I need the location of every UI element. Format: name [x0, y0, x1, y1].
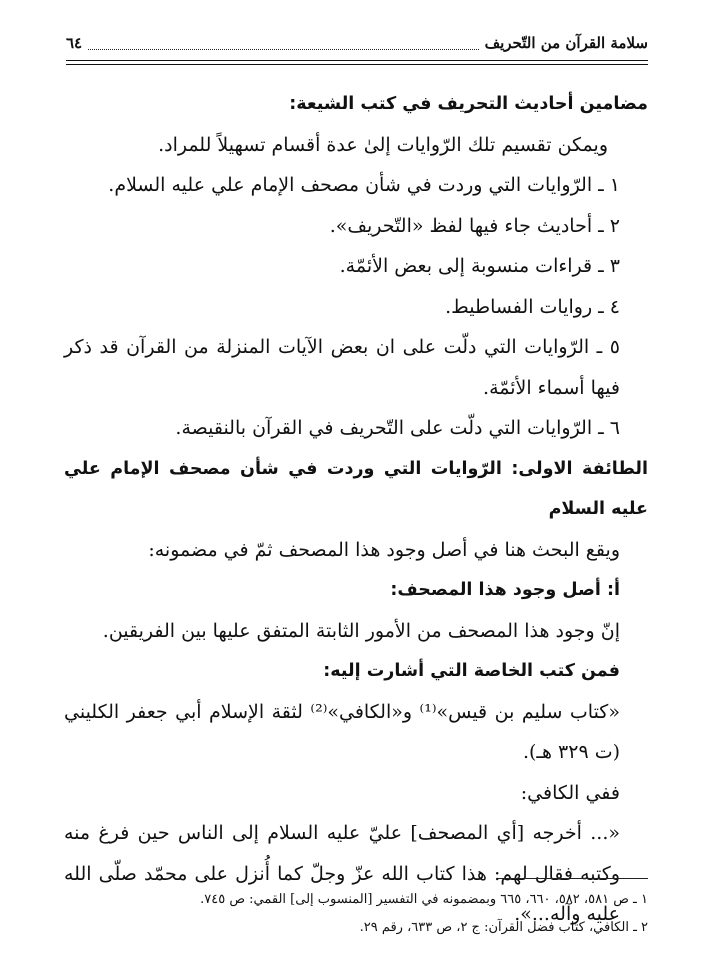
section-heading: مضامين أحاديث التحريف في كتب الشيعة: [289, 94, 648, 114]
list-item: ٥ ـ الرّوايات التي دلّت على ان بعض الآيات المنزلة من القرآن قد ذكر فيها أسماء الأئمّة. [64, 336, 620, 399]
header-title: سلامة القرآن من التّحريف [484, 34, 648, 52]
subsection-heading: فمن كتب الخاصة التي أشارت إليه: [323, 661, 620, 681]
footnote-separator [498, 878, 648, 879]
quotation: «... أخرجه [أي المصحف] عليّ عليه السلام إلى الناس حين فرغ منه وكتبه فقال لهم: هذا كتاب الله عزّ وجلّ كما أُنزل على محمّد صلّى الله عليه وآله...». [64, 822, 620, 925]
list-item: ١ ـ الرّوايات التي وردت في شأن مصحف الإمام علي عليه السلام. [108, 174, 620, 196]
paragraph: ويقع البحث هنا في أصل وجود هذا المصحف ثمّ في مضمونه: [148, 538, 620, 561]
running-header [66, 28, 648, 58]
header-dot-leader [88, 37, 478, 50]
paragraph: ويمكن تقسيم تلك الرّوايات إلىٰ عدة أقسام تسهيلاً للمراد. [158, 133, 608, 156]
page-number: ٦٤ [66, 34, 83, 52]
list-item: ٤ ـ روايات الفساطيط. [445, 295, 620, 318]
list-item: ٦ ـ الرّوايات التي دلّت على التّحريف في القرآن بالنقيصة. [175, 417, 620, 439]
paragraph: «كتاب سليم بن قيس»⁽¹⁾ و«الكافي»⁽²⁾ لثقة الإسلام أبي جعفر الكليني (ت ٣٢٩ هـ). [64, 700, 620, 763]
section-heading: الطائفة الاولى: الرّوايات التي وردت في شأن مصحف الإمام علي عليه السلام [64, 458, 648, 519]
header-rule-top [66, 60, 648, 61]
paragraph: ففي الكافي: [520, 781, 620, 804]
paragraph: إنّ وجود هذا المصحف من الأمور الثابتة المتفق عليها بين الفريقين. [102, 619, 620, 642]
footnote: ٢ ـ الكافي، كتاب فضل القرآن: ج ٢، ص ٦٣٣، رقم ٢٩. [359, 920, 648, 935]
list-item: ٣ ـ قراءات منسوبة إلى بعض الأئمّة. [339, 255, 620, 277]
header-rule-bottom [66, 64, 648, 65]
main-text [64, 84, 648, 935]
list-item: ٢ ـ أحاديث جاء فيها لفظ «التّحريف». [329, 214, 620, 237]
subsection-heading: أ: أصل وجود هذا المصحف: [390, 580, 620, 600]
footnote: ١ ـ ص ٥٨١، ٥٨٢، ٦٦٠، ٦٦٥ وبمضمونه في التفسير [المنسوب إلى] القمي: ص ٧٤٥. [200, 892, 648, 907]
footnotes [64, 886, 648, 942]
